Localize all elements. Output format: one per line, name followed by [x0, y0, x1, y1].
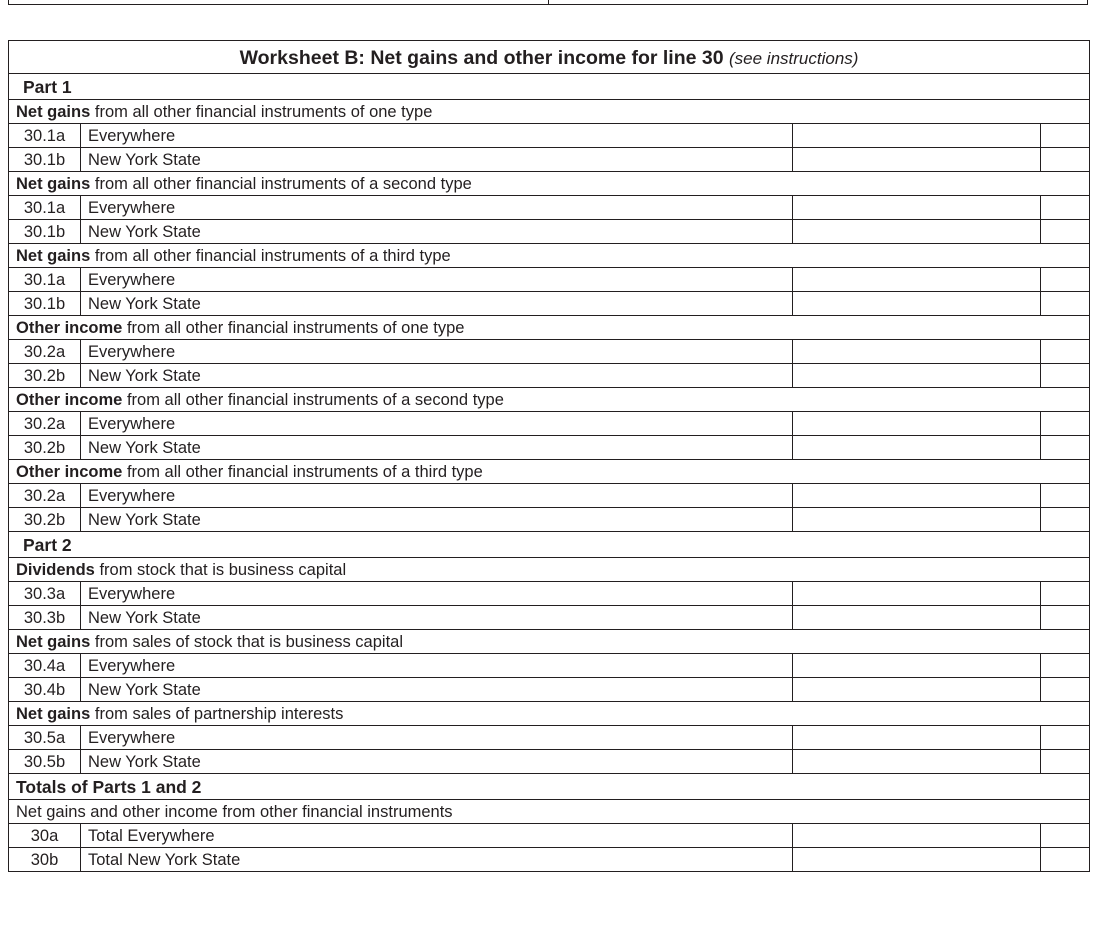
section-header-bold: Net gains — [16, 102, 91, 121]
cents-field[interactable] — [1041, 606, 1090, 630]
cents-field[interactable] — [1041, 124, 1090, 148]
line-number: 30.2b — [9, 436, 81, 460]
amount-field[interactable] — [793, 124, 1041, 148]
line-number: 30.2a — [9, 340, 81, 364]
amount-field[interactable] — [793, 606, 1041, 630]
line-description: New York State — [81, 148, 793, 172]
section-header-row — [9, 244, 1090, 268]
line-number: 30.2a — [9, 412, 81, 436]
amount-field[interactable] — [793, 848, 1041, 872]
amount-field[interactable] — [793, 654, 1041, 678]
line-description: New York State — [81, 364, 793, 388]
section-header-row — [9, 630, 1090, 654]
table-row — [9, 484, 1090, 508]
table-row — [9, 268, 1090, 292]
line-number: 30.1a — [9, 124, 81, 148]
table-row — [9, 654, 1090, 678]
table-row — [9, 196, 1090, 220]
line-number: 30.2a — [9, 484, 81, 508]
amount-field[interactable] — [793, 436, 1041, 460]
amount-field[interactable] — [793, 726, 1041, 750]
amount-field[interactable] — [793, 364, 1041, 388]
section-header — [9, 100, 1090, 124]
section-header-row — [9, 702, 1090, 726]
amount-field[interactable] — [793, 508, 1041, 532]
cents-field[interactable] — [1041, 292, 1090, 316]
section-header-bold: Net gains — [16, 246, 91, 265]
table-row — [9, 364, 1090, 388]
line-number: 30.2b — [9, 508, 81, 532]
line-number: 30a — [9, 824, 81, 848]
part-header: Part 2 — [9, 532, 1090, 558]
line-description: Everywhere — [81, 654, 793, 678]
section-header — [9, 244, 1090, 268]
line-description: Everywhere — [81, 196, 793, 220]
cents-field[interactable] — [1041, 220, 1090, 244]
line-number: 30.1b — [9, 220, 81, 244]
section-header-row — [9, 172, 1090, 196]
line-number: 30.5b — [9, 750, 81, 774]
section-header-text: from all other financial instruments of a third type — [122, 462, 483, 481]
line-number: 30b — [9, 848, 81, 872]
amount-field[interactable] — [793, 824, 1041, 848]
section-header-text: from stock that is business capital — [94, 560, 347, 579]
line-description: Everywhere — [81, 340, 793, 364]
cents-field[interactable] — [1041, 484, 1090, 508]
section-header-bold: Net gains — [16, 704, 91, 723]
worksheet-title-note: (see instructions) — [729, 48, 859, 68]
amount-field[interactable] — [793, 220, 1041, 244]
line-description: Everywhere — [81, 582, 793, 606]
line-description: New York State — [81, 606, 793, 630]
table-row — [9, 508, 1090, 532]
amount-field[interactable] — [793, 678, 1041, 702]
line-number: 30.4b — [9, 678, 81, 702]
line-description: New York State — [81, 750, 793, 774]
line-description: New York State — [81, 508, 793, 532]
cents-field[interactable] — [1041, 268, 1090, 292]
section-header-bold: Other income — [16, 318, 123, 337]
line-description: Everywhere — [81, 268, 793, 292]
line-description: New York State — [81, 678, 793, 702]
section-header-bold: Other income — [16, 462, 123, 481]
section-header-bold: Dividends — [16, 560, 95, 579]
worksheet-title-row — [9, 41, 1090, 74]
amount-field[interactable] — [793, 148, 1041, 172]
line-description: Everywhere — [81, 726, 793, 750]
cents-field[interactable] — [1041, 508, 1090, 532]
table-row — [9, 124, 1090, 148]
section-header-text: from all other financial instruments of one type — [90, 102, 433, 121]
cents-field[interactable] — [1041, 824, 1090, 848]
amount-field[interactable] — [793, 196, 1041, 220]
section-header — [9, 460, 1090, 484]
section-header-text: Net gains and other income from other financial instruments — [16, 802, 453, 821]
section-header-row — [9, 460, 1090, 484]
section-header-row — [9, 316, 1090, 340]
line-description: New York State — [81, 436, 793, 460]
amount-field[interactable] — [793, 484, 1041, 508]
amount-field[interactable] — [793, 582, 1041, 606]
section-header-row — [9, 388, 1090, 412]
worksheet-b-table — [8, 40, 1090, 872]
previous-table-divider — [548, 0, 549, 4]
section-header-row — [9, 100, 1090, 124]
line-number: 30.2b — [9, 364, 81, 388]
part-header-row — [9, 774, 1090, 800]
amount-field[interactable] — [793, 750, 1041, 774]
section-header-bold: Net gains — [16, 632, 91, 651]
cents-field[interactable] — [1041, 196, 1090, 220]
line-number: 30.3a — [9, 582, 81, 606]
cents-field[interactable] — [1041, 750, 1090, 774]
section-header — [9, 388, 1090, 412]
line-number: 30.1a — [9, 196, 81, 220]
section-header-text: from sales of partnership interests — [90, 704, 344, 723]
line-description: Everywhere — [81, 484, 793, 508]
section-header-bold: Other income — [16, 390, 123, 409]
section-header — [9, 800, 1090, 824]
line-description: New York State — [81, 292, 793, 316]
part-header-row — [9, 74, 1090, 100]
section-header — [9, 630, 1090, 654]
part-header: Part 1 — [9, 74, 1090, 100]
section-header — [9, 558, 1090, 582]
table-row — [9, 292, 1090, 316]
line-number: 30.1b — [9, 148, 81, 172]
table-row — [9, 340, 1090, 364]
line-number: 30.5a — [9, 726, 81, 750]
cents-field[interactable] — [1041, 364, 1090, 388]
section-header — [9, 702, 1090, 726]
line-number: 30.1a — [9, 268, 81, 292]
cents-field[interactable] — [1041, 654, 1090, 678]
line-description: Total Everywhere — [81, 824, 793, 848]
amount-field[interactable] — [793, 292, 1041, 316]
table-row — [9, 606, 1090, 630]
table-row — [9, 582, 1090, 606]
line-number: 30.1b — [9, 292, 81, 316]
worksheet-title-text: Worksheet B: Net gains and other income for line 30 — [239, 46, 724, 69]
section-header-text: from all other financial instruments of a second type — [90, 174, 472, 193]
section-header-row — [9, 800, 1090, 824]
table-row — [9, 148, 1090, 172]
amount-field[interactable] — [793, 268, 1041, 292]
table-row — [9, 848, 1090, 872]
cents-field[interactable] — [1041, 582, 1090, 606]
cents-field[interactable] — [1041, 148, 1090, 172]
cents-field[interactable] — [1041, 726, 1090, 750]
table-row — [9, 726, 1090, 750]
line-description: Everywhere — [81, 412, 793, 436]
table-row — [9, 220, 1090, 244]
section-header — [9, 316, 1090, 340]
part-header-row — [9, 532, 1090, 558]
cents-field[interactable] — [1041, 340, 1090, 364]
section-header — [9, 172, 1090, 196]
line-number: 30.3b — [9, 606, 81, 630]
section-header-text: from all other financial instruments of a second type — [122, 390, 504, 409]
table-row — [9, 824, 1090, 848]
cents-field[interactable] — [1041, 436, 1090, 460]
table-row — [9, 436, 1090, 460]
part-header: Totals of Parts 1 and 2 — [9, 774, 1090, 800]
table-row — [9, 412, 1090, 436]
previous-table-bottom-edge — [8, 0, 1088, 5]
section-header-text: from sales of stock that is business capital — [90, 632, 403, 651]
cents-field[interactable] — [1041, 412, 1090, 436]
worksheet-title — [9, 41, 1090, 74]
section-header-text: from all other financial instruments of a third type — [90, 246, 451, 265]
table-row — [9, 750, 1090, 774]
cents-field[interactable] — [1041, 678, 1090, 702]
amount-field[interactable] — [793, 340, 1041, 364]
line-description: Total New York State — [81, 848, 793, 872]
section-header-bold: Net gains — [16, 174, 91, 193]
cents-field[interactable] — [1041, 848, 1090, 872]
section-header-row — [9, 558, 1090, 582]
amount-field[interactable] — [793, 412, 1041, 436]
line-description: Everywhere — [81, 124, 793, 148]
line-description: New York State — [81, 220, 793, 244]
line-number: 30.4a — [9, 654, 81, 678]
table-row — [9, 678, 1090, 702]
section-header-text: from all other financial instruments of one type — [122, 318, 465, 337]
